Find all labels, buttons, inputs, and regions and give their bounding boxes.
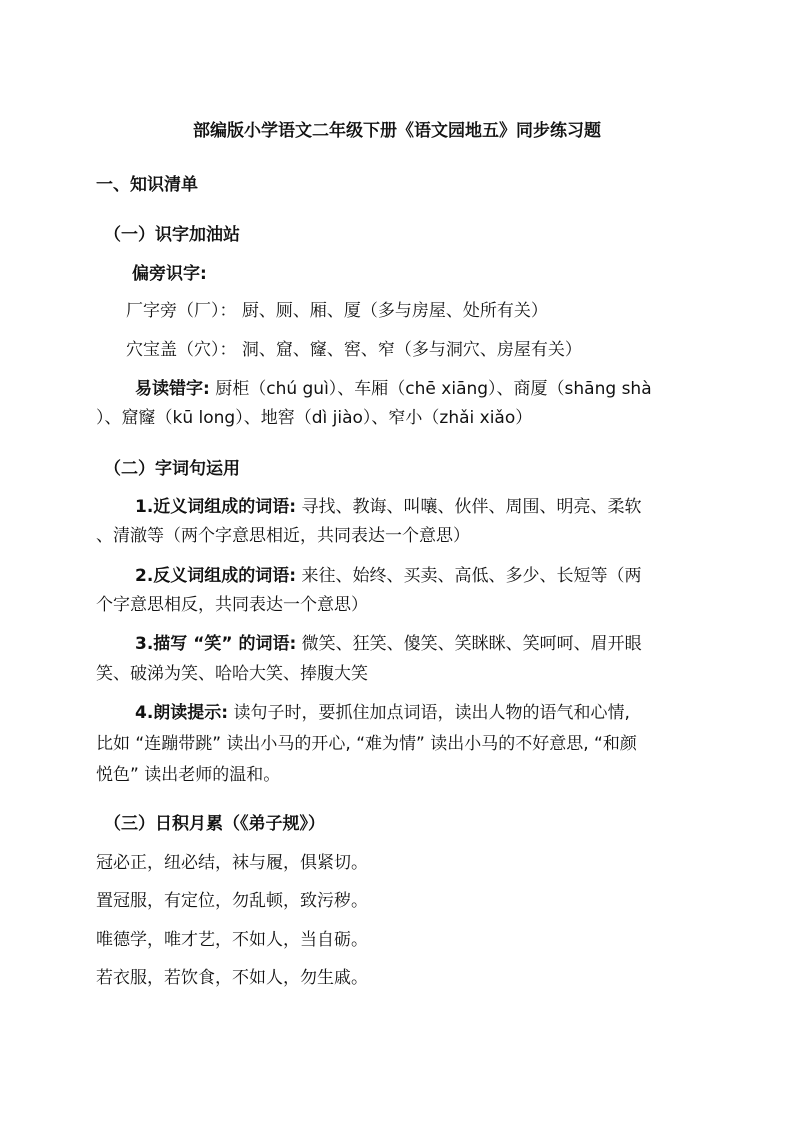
item-1-text: 寻找、教诲、叫嚷、伙伴、周围、明亮、柔软 — [296, 497, 642, 517]
error-words-label: 易读错字: — [135, 379, 210, 399]
subsection-heading-usage: （二）字词句运用 — [104, 459, 240, 479]
radical-line-chang: 厂字旁（厂）： 厨、厕、厢、厦（多与房屋、处所有关） — [126, 301, 548, 321]
item-1-label: 1.近义词组成的词语: — [135, 497, 297, 517]
usage-item-3 — [135, 632, 642, 656]
radical-line-xue: 穴宝盖（穴）： 洞、窟、窿、窖、窄（多与洞穴、房屋有关） — [126, 340, 582, 360]
item-2-text: 来往、始终、买卖、高低、多少、长短等（两 — [296, 566, 642, 586]
error-words-line — [135, 377, 652, 401]
subsection-heading-literacy: （一）识字加油站 — [104, 225, 240, 245]
usage-item-1 — [135, 495, 642, 519]
item-3-label: 3.描写 “笑” 的词语: — [135, 634, 297, 654]
subsection-heading-daily: （三）日积月累（《弟子规》） — [104, 814, 325, 834]
dizigui-line: 若衣服，若饮食，不如人，勿生戚。 — [96, 968, 368, 988]
usage-item-2-continuation: 个字意思相反，共同表达一个意思） — [96, 595, 368, 615]
error-words-text: 厨柜（chú guì）、车厢（chē xiāng）、商厦（shāng shà — [209, 379, 652, 399]
usage-item-4 — [135, 701, 630, 725]
usage-item-4-continuation-2: 悦色” 读出老师的温和。 — [96, 765, 281, 785]
item-4-text: 读句子时，要抓住加点词语，读出人物的语气和心情, — [228, 703, 630, 723]
section-heading-knowledge: 一、知识清单 — [96, 175, 198, 195]
document-title: 部编版小学语文二年级下册《语文园地五》同步练习题 — [193, 121, 601, 141]
error-words-continuation: ）、窟窿（kū long）、地窖（dì jiào）、窄小（zhǎi xiǎo） — [96, 408, 533, 428]
item-3-text: 微笑、狂笑、傻笑、笑眯眯、笑呵呵、眉开眼 — [296, 634, 642, 654]
dizigui-line: 唯德学，唯才艺，不如人，当自砺。 — [96, 930, 368, 950]
item-4-label: 4.朗读提示: — [135, 703, 229, 723]
usage-item-3-continuation: 笑、破涕为笑、哈哈大笑、捧腹大笑 — [96, 664, 368, 684]
item-2-label: 2.反义词组成的词语: — [135, 566, 297, 586]
usage-item-4-continuation-1: 比如 “连蹦带跳” 读出小马的开心, “难为情” 读出小马的不好意思, “和颜 — [96, 734, 637, 754]
radical-label: 偏旁识字: — [132, 264, 207, 284]
dizigui-line: 冠必正，纽必结，袜与履，俱紧切。 — [96, 853, 368, 873]
dizigui-line: 置冠服，有定位，勿乱顿，致污秽。 — [96, 891, 368, 911]
usage-item-2 — [135, 564, 642, 588]
usage-item-1-continuation: 、清澈等（两个字意思相近，共同表达一个意思） — [96, 526, 470, 546]
